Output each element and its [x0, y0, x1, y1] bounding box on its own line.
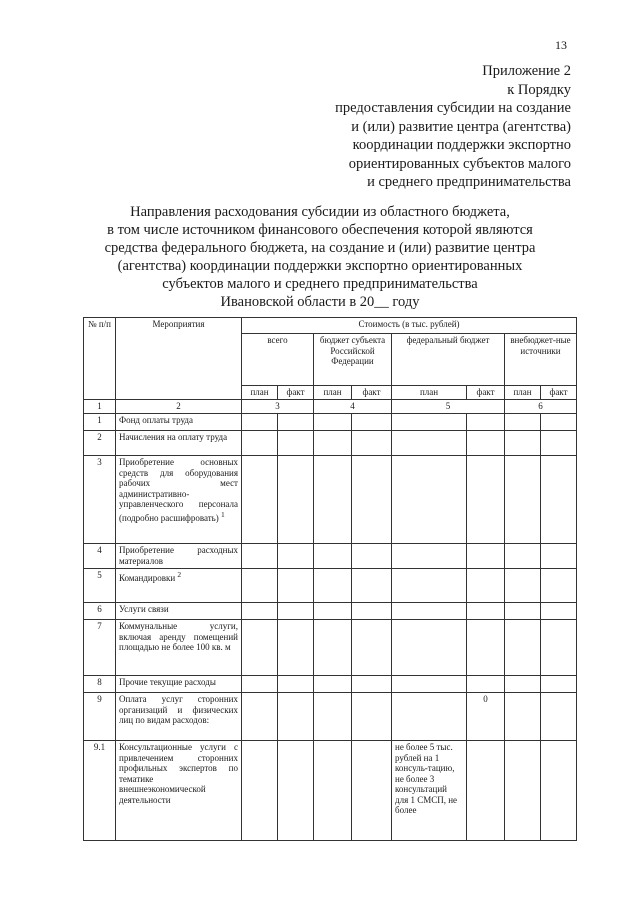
table-row — [84, 693, 577, 741]
table-row — [84, 544, 577, 569]
appendix-header — [335, 62, 571, 192]
title-line: (агентства) координации поддержки экспортно ориентированных — [117, 258, 523, 274]
appendix-line: и (или) развитие центра (агентства) — [351, 118, 571, 135]
row-num: 4 — [84, 544, 116, 569]
header-total: всего — [242, 334, 314, 386]
table-row — [84, 603, 577, 620]
federal-plan-value: не более 5 тыс. рублей на 1 консуль-тацию, не более 3 консультаций для 1 СМСП, не более — [392, 741, 467, 841]
header-plan: план — [242, 386, 278, 400]
row-name-cell — [116, 456, 242, 544]
footnote-mark: 1 — [221, 509, 225, 519]
row-num: 7 — [84, 620, 116, 676]
table-header — [84, 318, 577, 414]
header-event: Мероприятия — [116, 318, 242, 400]
row-num: 9 — [84, 693, 116, 741]
table-row — [84, 620, 577, 676]
row-num: 9.1 — [84, 741, 116, 841]
footnote-mark: 2 — [177, 570, 182, 579]
row-name: Приобретение расходных материалов — [116, 544, 242, 569]
header-fact: факт — [278, 386, 314, 400]
column-number: 4 — [314, 400, 392, 414]
table-row — [84, 569, 577, 603]
page-number: 13 — [555, 38, 567, 52]
table-row — [84, 741, 577, 841]
title-line: Направления расходования субсидии из областного бюджета, — [130, 204, 510, 220]
table-row — [84, 414, 577, 431]
appendix-line: и среднего предпринимательства — [367, 174, 571, 190]
row-name: Командировки — [119, 573, 176, 583]
document-title — [60, 203, 580, 311]
table-row — [84, 431, 577, 456]
row-num: 6 — [84, 603, 116, 620]
column-number: 2 — [116, 400, 242, 414]
row-name: Прочие текущие расходы — [116, 676, 242, 693]
row-num: 5 — [84, 569, 116, 603]
header-fact: факт — [541, 386, 577, 400]
column-number: 1 — [84, 400, 116, 414]
column-number: 3 — [242, 400, 314, 414]
title-line: Ивановской области в 20__ году — [220, 294, 420, 310]
row-name-cell — [116, 569, 242, 603]
header-plan: план — [392, 386, 467, 400]
row-name: Оплата услуг сторонних организаций и физических лиц по видам расходов: — [116, 693, 242, 741]
title-line: субъектов малого и среднего предпринимательства — [162, 276, 478, 292]
header-plan: план — [314, 386, 352, 400]
federal-fact-value: 0 — [467, 693, 505, 741]
column-number: 5 — [392, 400, 505, 414]
header-fact: факт — [352, 386, 392, 400]
appendix-line: координации поддержки экспортно — [352, 137, 571, 153]
header-fact: факт — [467, 386, 505, 400]
row-name: Коммунальные услуги, включая аренду помещений площадью не более 100 кв. м — [116, 620, 242, 676]
row-num: 1 — [84, 414, 116, 431]
table-row — [84, 456, 577, 544]
header-cost: Стоимость (в тыс. рублей) — [242, 318, 577, 334]
table-body — [84, 414, 577, 841]
header-federal: федеральный бюджет — [392, 334, 505, 386]
row-name: Приобретение основных средств для оборудования рабочих мест административно-управленческого персонала (подробно расшифровать) — [119, 457, 238, 523]
row-name: Фонд оплаты труда — [116, 414, 242, 431]
header-extra: внебюджет-ные источники — [505, 334, 577, 386]
expenses-table — [83, 317, 577, 841]
row-name: Услуги связи — [116, 603, 242, 620]
table-row — [84, 676, 577, 693]
appendix-line: предоставления субсидии на создание — [335, 100, 571, 116]
row-num: 2 — [84, 431, 116, 456]
row-num: 8 — [84, 676, 116, 693]
header-num: № п/п — [84, 318, 116, 400]
column-number: 6 — [505, 400, 577, 414]
row-name: Начисления на оплату труда — [116, 431, 242, 456]
appendix-line: к Порядку — [507, 81, 571, 98]
row-name: Консультационные услуги с привлечением сторонних профильных экспертов по тематике внешнеэкономической деятельности — [116, 741, 242, 841]
title-line: средства федерального бюджета, на создание и (или) развитие центра — [104, 240, 536, 256]
appendix-line: Приложение 2 — [482, 63, 571, 79]
header-plan: план — [505, 386, 541, 400]
row-num: 3 — [84, 456, 116, 544]
appendix-line: ориентированных субъектов малого — [348, 155, 571, 172]
title-line: в том числе источником финансового обеспечения которой являются — [107, 222, 533, 238]
header-rf-budget: бюджет субъекта Российской Федерации — [314, 334, 392, 386]
